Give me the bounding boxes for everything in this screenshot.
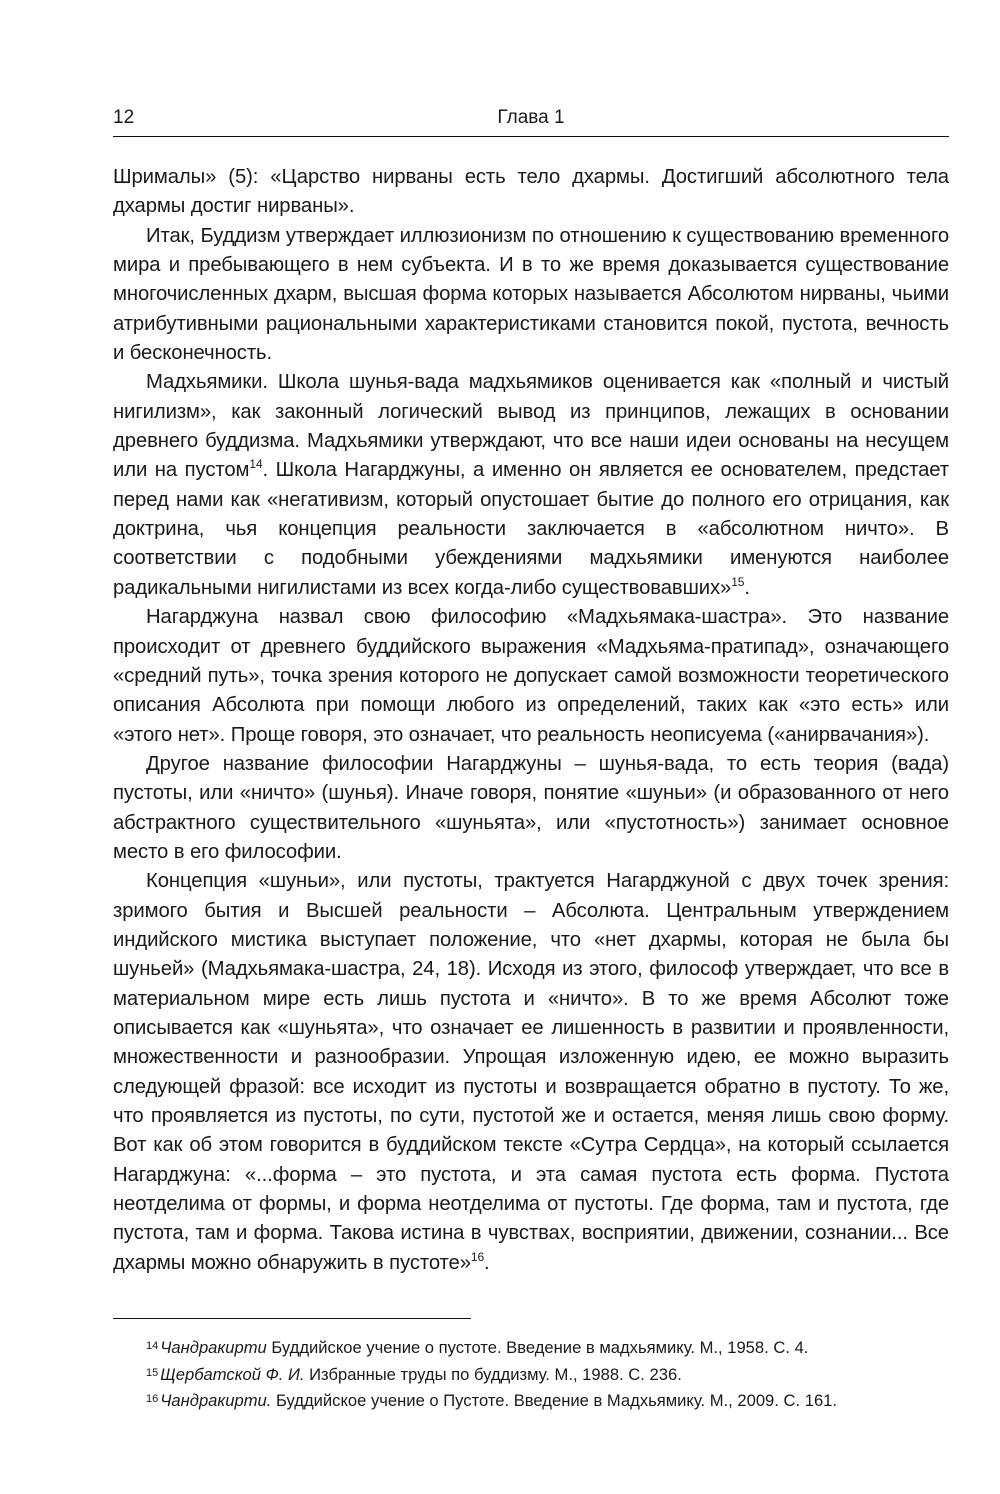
paragraph-text: Шрималы» (5): «Царство нирваны есть тело дхармы. Достигший абсолютного тела дхармы достиг нирваны».: [113, 166, 949, 218]
footnote-15: [146, 1361, 949, 1388]
paragraph-1: [113, 163, 949, 222]
paragraph-text: .: [744, 576, 750, 599]
paragraph-2: [113, 222, 949, 369]
footnote-text: Буддийское учение о пустоте. Введение в мадхьямику. М., 1958. С. 4.: [266, 1338, 809, 1357]
main-text: [113, 163, 949, 1278]
paragraph-4: [113, 603, 949, 750]
footnote-ref-14[interactable]: 14: [249, 457, 263, 472]
footnote-number: 14: [146, 1340, 159, 1352]
page-number: 12: [113, 107, 135, 128]
footnote-author: Щербатской Ф. И.: [160, 1364, 305, 1384]
paragraph-text: Концепция «шуньи», или пустоты, трактуется Нагарджуной с двух точек зрения: зримого бытия и Высшей реальности – Абсолюта. Центральным утверждением индийского мистика выступает положение, что «нет дхармы, которая не была бы шуньей» (Мадхьямака-шастра, 24, 18). Исходя из этого, философ утверждает, что все в материальном мире есть лишь пустота и «ничто». В то же время Абсолют тоже описывается как «шуньята», что означает ее лишенность в развитии и проявленности, множественности и разнообразии. Упрощая изложенную идею, ее можно выразить следующей фразой: все исходит из пустоты и возвращается обратно в пустоту. То же, что проявляется из пустоты, по сути, пустотой же и остается, меняя лишь свою форму. Вот как об этом говорится в буддийском тексте «Сутра Сердца», на который ссылается Нагарджуна: «...форма – это пустота, и эта самая пустота есть форма. Пустота неотделима от формы, и форма неотделима от пустоты. Где форма, там и пустота, где пустота, там и форма. Такова истина в чувствах, восприятии, движении, сознании... Все дхармы можно обнаружить в пустоте»: [113, 870, 949, 1274]
running-header: [113, 104, 949, 132]
footnote-16: [146, 1387, 949, 1414]
chapter-title: Глава 1: [497, 107, 565, 128]
paragraph-text: Мадхьямики. Школа шунья-вада мадхьямиков оценивается как «полный и чистый нигилизм», как законный логический вывод из принципов, лежащих в основании древнего буддизма. Мадхьямики утверждают, что все наши идеи основаны на несущем или на пустом: [113, 371, 949, 482]
paragraph-6: [113, 867, 949, 1278]
footnote-number: 15: [146, 1366, 159, 1379]
paragraph-text: Итак, Буддизм утверждает иллюзионизм по отношению к существованию временного мира и пребывающего в нем субъекта. И в то же время доказывается существование многочисленных дхарм, высшая форма которых называется Абсолютом нирваны, чьими атрибутивными рациональными характеристиками становится покой, пустота, вечность и бесконечность.: [113, 224, 949, 365]
paragraph-text: Другое название философии Нагарджуны – шунья-вада, то есть теория (вада) пустоты, или «ничто» (шунья). Иначе говоря, понятие «шуньи» (и образованного от него абстрактного существительного «шуньята», или «пустотность») занимает основное место в его философии.: [113, 752, 949, 863]
paragraph-text: .: [484, 1251, 490, 1274]
footnote-author: Чандракирти: [160, 1338, 267, 1357]
paragraph-text: . Школа Нагарджуны, а именно он является ее основателем, предстает перед нами как «негативизм, который опустошает бытие до полного его отрицания, как доктрина, чья концепция реальности заключается в «абсолютном ничто». В соответствии с подобными убеждениями мадхьямики именуются наиболее радикальными нигилистами из всех когда-либо существовавших»: [113, 459, 949, 599]
footnote-rule: [113, 1318, 471, 1319]
footnotes: [146, 1334, 949, 1414]
paragraph-text: Нагарджуна назвал свою философию «Мадхьямака-шастра». Это название происходит от древнего буддийского выражения «Мадхьяма-пратипад», означающего «средний путь», точка зрения которого не допускает самой возможности теоретического описания Абсолюта при помощи любого из определений, таких как «это есть» или «этого нет». Проще говоря, это означает, что реальность неописуема («анирвачания»).: [113, 606, 949, 746]
footnote-text: Избранные труды по буддизму. М., 1988. С. 236.: [304, 1364, 682, 1384]
paragraph-5: [113, 750, 949, 867]
footnote-number: 16: [146, 1393, 159, 1405]
paragraph-3: [113, 368, 949, 603]
footnote-author: Чандракирти.: [160, 1391, 272, 1410]
footnote-14: [146, 1334, 949, 1361]
footnote-text: Буддийское учение о Пустоте. Введение в Мадхьямику. М., 2009. С. 161.: [271, 1391, 838, 1410]
header-rule: [113, 136, 949, 137]
footnote-ref-15[interactable]: 15: [731, 574, 745, 589]
footnote-ref-16[interactable]: 16: [470, 1249, 485, 1264]
